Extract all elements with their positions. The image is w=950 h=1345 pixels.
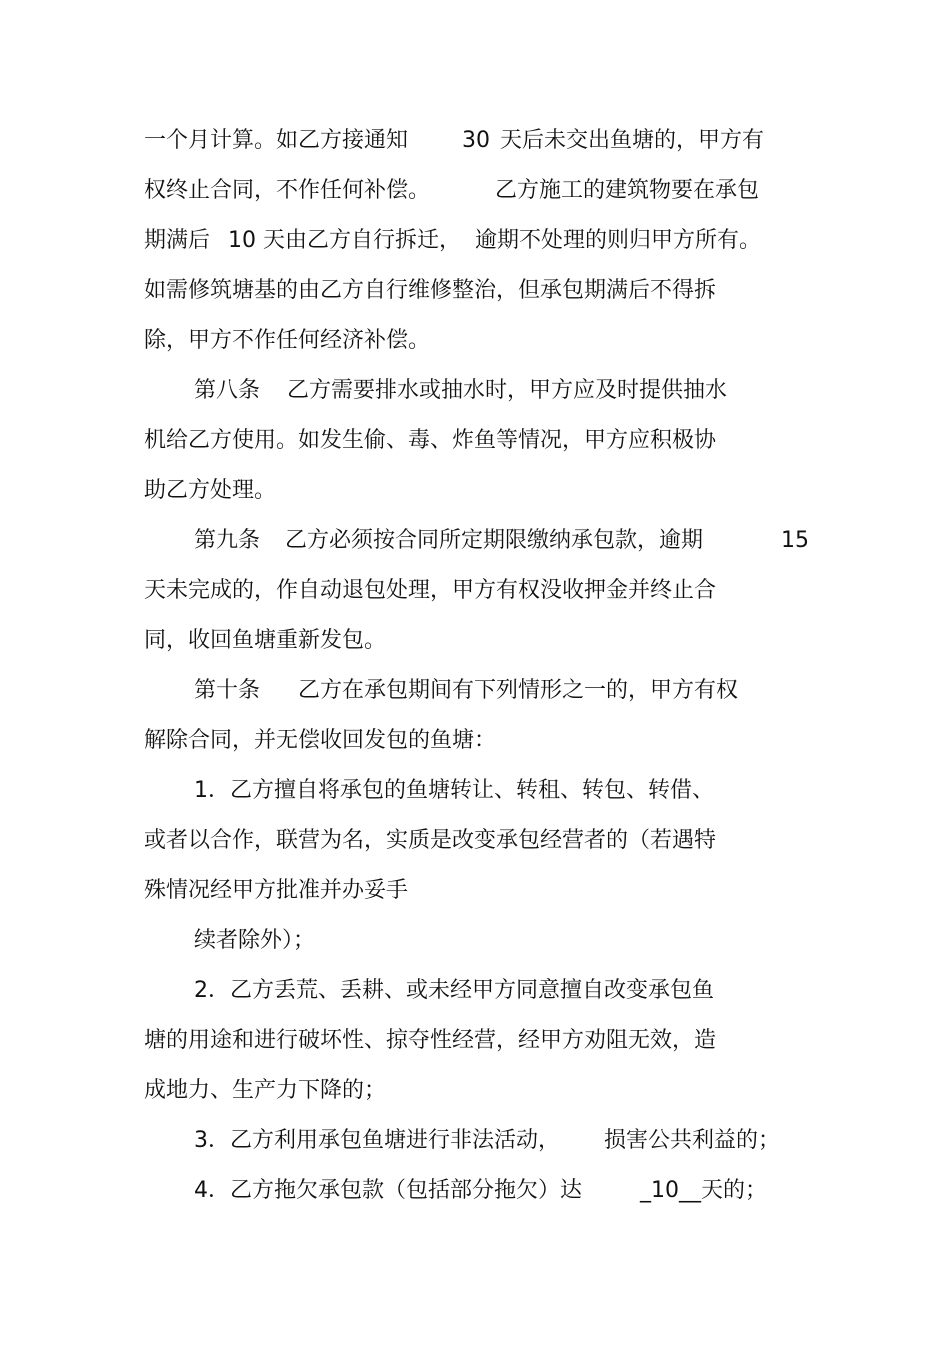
text-line <box>0 273 717 309</box>
article-heading-line <box>0 673 739 709</box>
list-item-line <box>0 1123 781 1159</box>
text-segment: 15 <box>781 528 809 553</box>
list-item-line <box>0 1173 767 1209</box>
text-line <box>0 1073 387 1109</box>
article-heading-line <box>0 523 809 559</box>
text-segment: 1．乙方擅自将承包的鱼塘转让、转租、转包、转借、 <box>194 778 714 803</box>
text-line <box>0 573 717 609</box>
text-segment: 损害公共利益的； <box>604 1128 781 1153</box>
text-segment: 2．乙方丢荒、丢耕、或未经甲方同意擅自改变承包鱼 <box>194 978 714 1003</box>
list-item-line <box>0 973 714 1009</box>
text-line <box>0 823 717 859</box>
text-segment: 乙方在承包期间有下列情形之一的，甲方有权 <box>298 678 739 703</box>
text-segment: 除，甲方不作任何经济补偿。 <box>144 328 431 353</box>
text-line <box>0 923 316 959</box>
article-label: 第八条 <box>194 378 261 403</box>
text-line <box>0 173 760 209</box>
text-segment: 逾期不处理的则归甲方所有。 <box>475 228 762 253</box>
text-segment: 天未完成的，作自动退包处理，甲方有权没收押金并终止合 <box>144 578 717 603</box>
text-segment: 同，收回鱼塘重新发包。 <box>144 628 387 653</box>
text-line <box>0 473 277 509</box>
text-segment: 4．乙方拖欠承包款（包括部分拖欠）达 <box>194 1178 582 1203</box>
text-segment: 3．乙方利用承包鱼塘进行非法活动， <box>194 1128 560 1153</box>
text-segment: 塘的用途和进行破坏性、掠夺性经营，经甲方劝阻无效，造 <box>144 1028 717 1053</box>
text-segment: 乙方施工的建筑物要在承包 <box>495 178 760 203</box>
text-segment: 如需修筑塘基的由乙方自行维修整治，但承包期满后不得拆 <box>144 278 717 303</box>
text-segment: 30 <box>462 128 490 153</box>
text-line <box>0 323 431 359</box>
text-segment: 天后未交出鱼塘的，甲方有 <box>500 128 765 153</box>
text-segment: 解除合同，并无偿收回发包的鱼塘： <box>144 728 497 753</box>
text-line <box>0 873 409 909</box>
text-segment: 殊情况经甲方批准并办妥手 <box>144 878 409 903</box>
text-line <box>0 423 717 459</box>
text-segment: _10__天的； <box>640 1178 767 1203</box>
text-line <box>0 723 497 759</box>
text-segment: 10 天由乙方自行拆迁， <box>228 228 461 253</box>
text-segment: 期满后 <box>144 228 211 253</box>
list-item-line <box>0 773 714 809</box>
text-segment: 助乙方处理。 <box>144 478 277 503</box>
text-segment: 续者除外）； <box>194 928 316 953</box>
text-line <box>0 223 762 259</box>
text-segment: 成地力、生产力下降的； <box>144 1078 387 1103</box>
article-label: 第九条 <box>194 528 261 553</box>
text-segment: 乙方需要排水或抽水时，甲方应及时提供抽水 <box>287 378 728 403</box>
text-line <box>0 623 387 659</box>
text-line <box>0 1023 717 1059</box>
text-segment: 一个月计算。如乙方接通知 <box>144 128 409 153</box>
text-segment: 或者以合作，联营为名，实质是改变承包经营者的（若遇特 <box>144 828 717 853</box>
text-segment: 机给乙方使用。如发生偷、毒、炸鱼等情况，甲方应积极协 <box>144 428 717 453</box>
article-heading-line <box>0 373 728 409</box>
text-line <box>0 123 765 159</box>
text-segment: 权终止合同，不作任何补偿。 <box>144 178 431 203</box>
text-segment: 乙方必须按合同所定期限缴纳承包款，逾期 <box>285 528 704 553</box>
article-label: 第十条 <box>194 678 261 703</box>
